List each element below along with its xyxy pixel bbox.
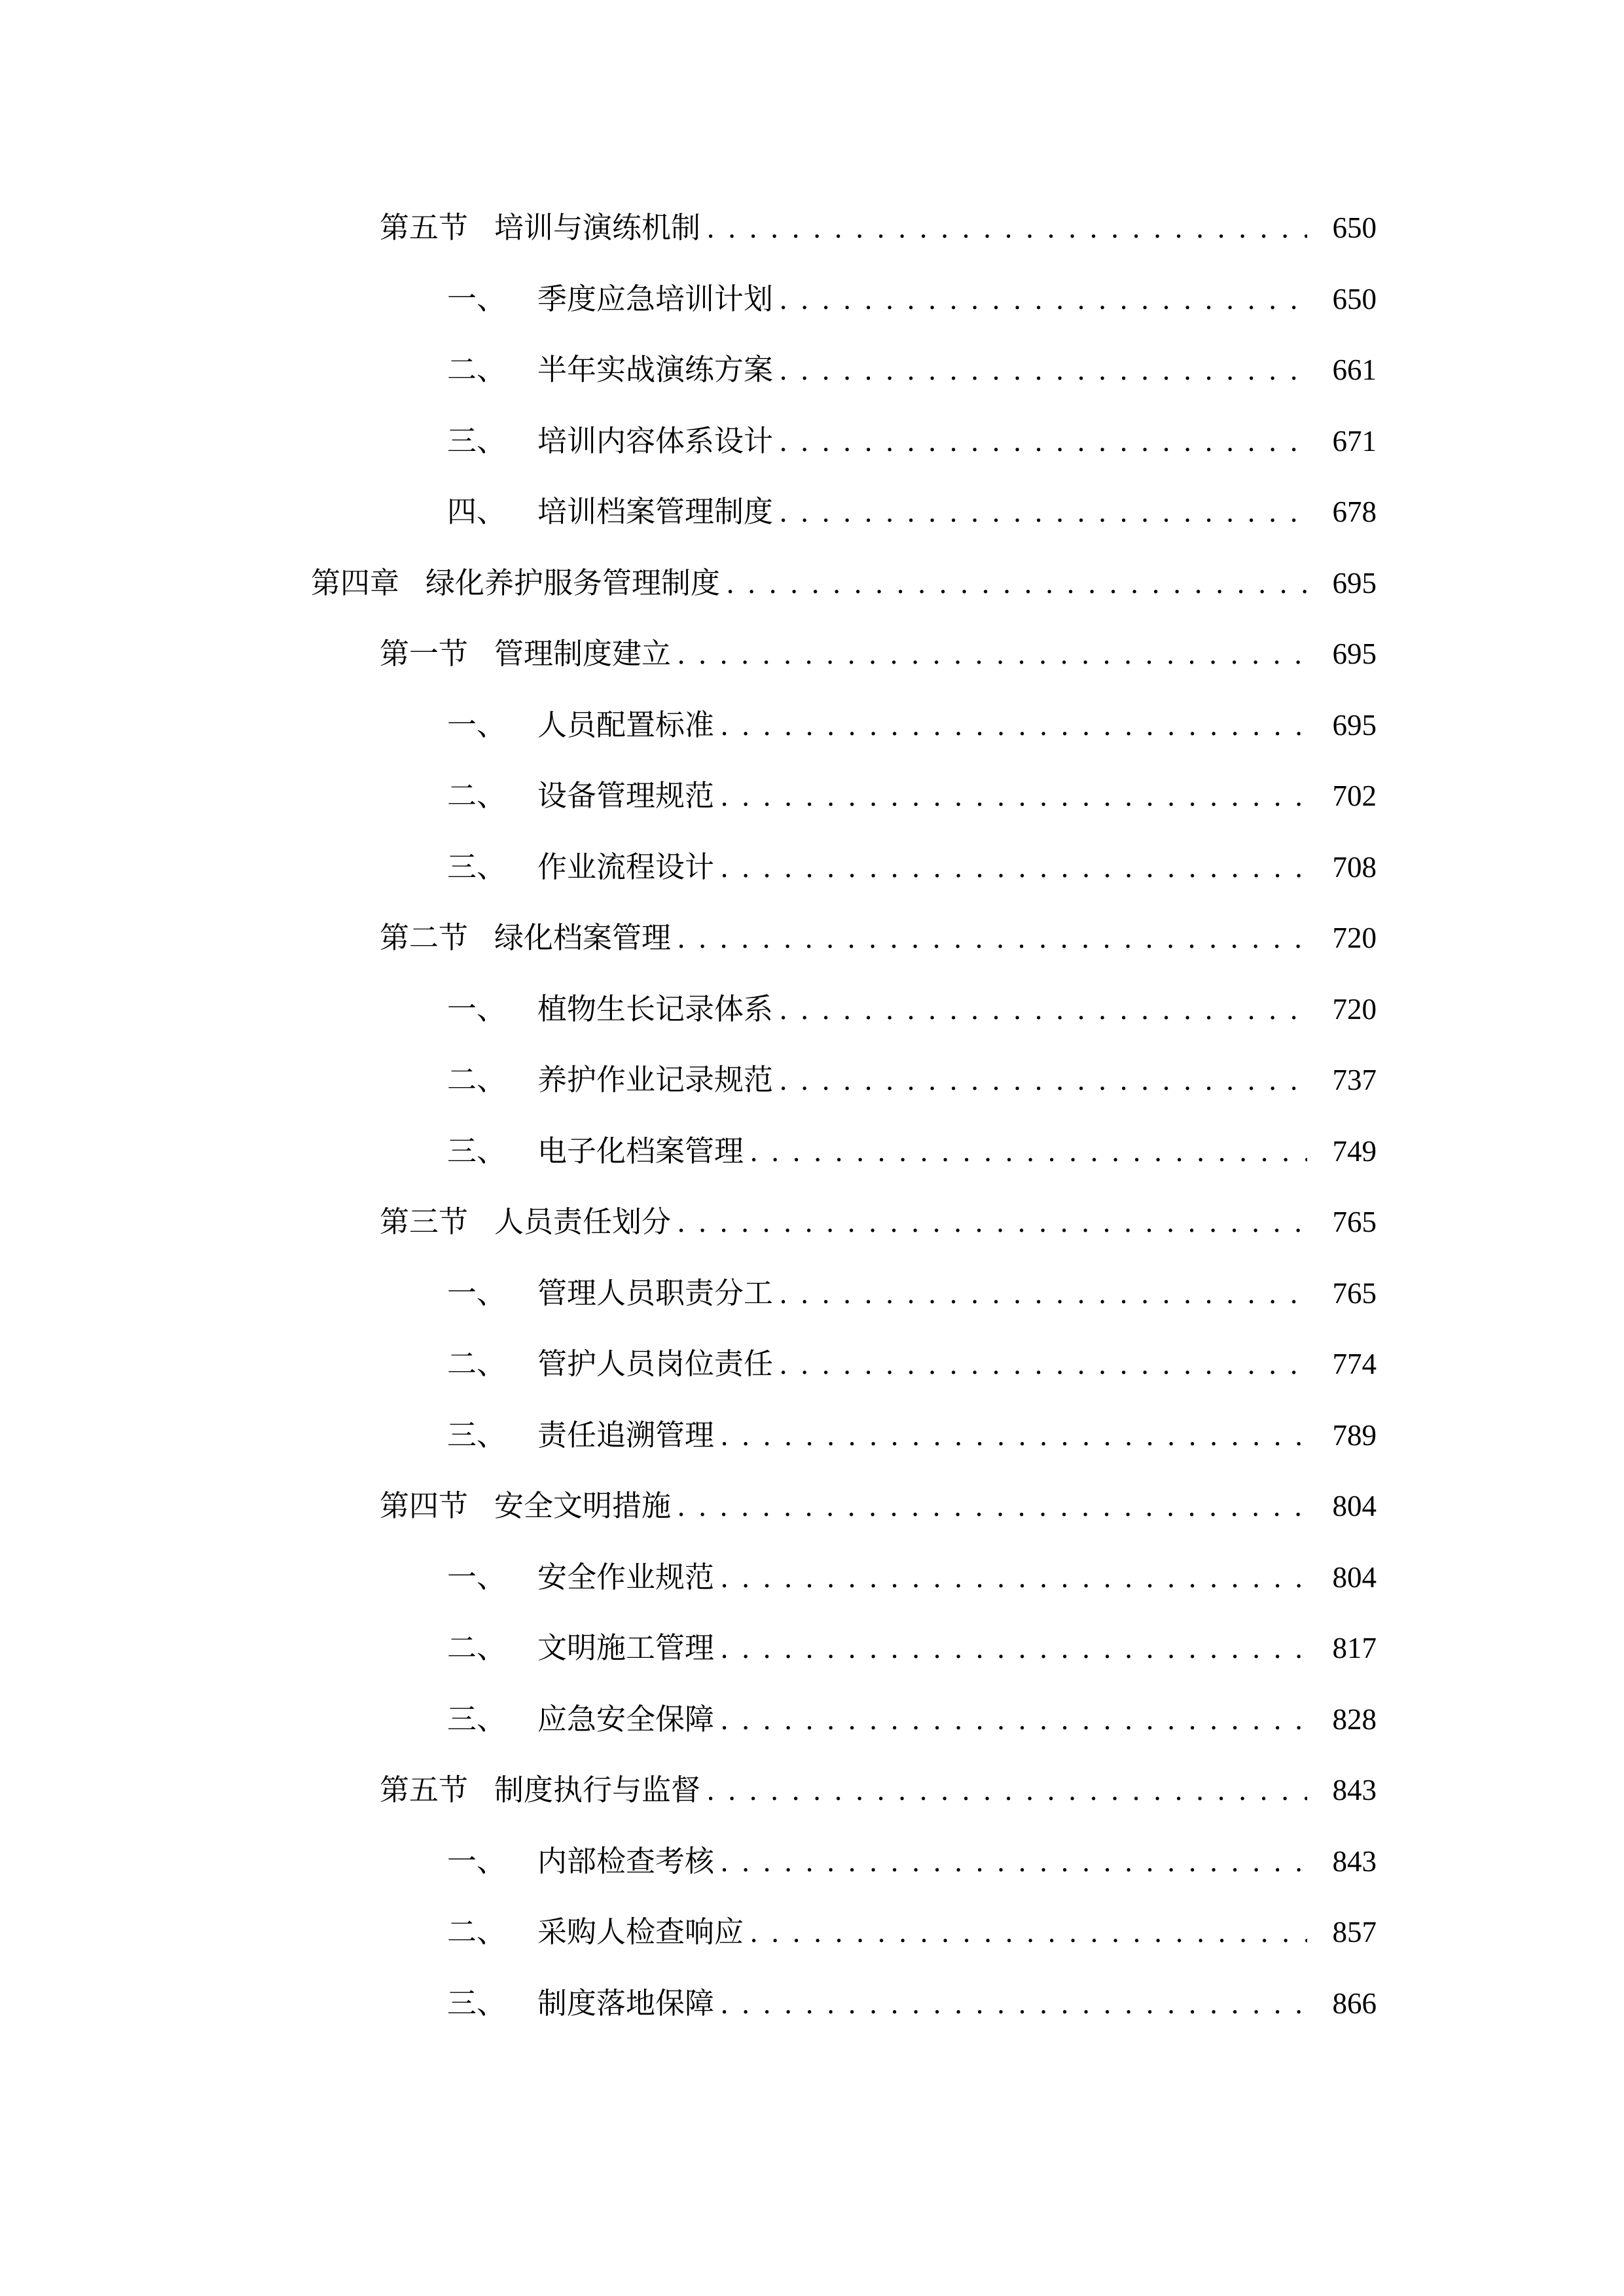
toc-entry [311, 903, 1377, 974]
dot-leader-icon [780, 264, 1307, 335]
toc-entry-page: 789 [1332, 1418, 1377, 1452]
dot-leader-icon [780, 1045, 1307, 1116]
toc-entry-page: 804 [1332, 1490, 1377, 1522]
toc-entry-number: 二、 [447, 1348, 507, 1380]
toc-entry-page: 661 [1332, 353, 1377, 386]
toc-entry-page: 678 [1332, 495, 1377, 528]
toc-entry-page: 774 [1332, 1348, 1377, 1380]
toc-entry-page: 720 [1332, 922, 1377, 954]
toc-entry-page: 720 [1332, 992, 1377, 1026]
toc-entry [311, 1755, 1377, 1826]
toc-entry-page: 828 [1332, 1702, 1377, 1736]
toc-entry-page: 695 [1332, 637, 1377, 670]
toc-entry-number: 三、 [447, 424, 507, 457]
dot-leader-icon [721, 1684, 1307, 1755]
toc-entry-number: 三、 [447, 1134, 507, 1168]
toc-entry-number: 第二节 [380, 922, 469, 954]
dot-leader-icon [677, 619, 1307, 690]
toc-entry-page: 749 [1332, 1134, 1377, 1168]
toc-entry [311, 1897, 1377, 1968]
toc-entry-number: 三、 [447, 850, 507, 884]
toc-entry-title: 养护作业记录规范 [537, 1064, 774, 1096]
toc-entry [311, 1542, 1377, 1613]
toc-entry-page: 866 [1332, 1986, 1377, 2020]
toc-entry-title: 管理制度建立 [494, 637, 672, 670]
toc-entry-number: 二、 [447, 1064, 507, 1096]
toc-entry-title: 半年实战演练方案 [537, 353, 774, 386]
toc-entry-number: 第四节 [380, 1490, 469, 1522]
dot-leader-icon [721, 761, 1307, 832]
toc-entry-title: 绿化档案管理 [494, 922, 672, 954]
toc-entry-number: 四、 [447, 495, 507, 528]
toc-entry [311, 1400, 1377, 1471]
toc-entry-title: 管理人员职责分工 [537, 1276, 774, 1310]
dot-leader-icon [721, 1542, 1307, 1613]
toc-entry-page: 695 [1332, 566, 1377, 600]
toc-entry-number: 一、 [447, 282, 507, 315]
toc-entry-number: 第一节 [380, 637, 469, 670]
dot-leader-icon [677, 1471, 1307, 1542]
toc-entry-page: 843 [1332, 1774, 1377, 1806]
dot-leader-icon [780, 406, 1307, 477]
toc-entry-number: 一、 [447, 992, 507, 1026]
toc-entry-number: 一、 [447, 1276, 507, 1310]
dot-leader-icon [677, 1187, 1307, 1258]
toc-entry-number: 第五节 [380, 211, 469, 244]
toc-entry-title: 人员配置标准 [537, 708, 715, 742]
dot-leader-icon [707, 1755, 1307, 1826]
toc-entry-title: 季度应急培训计划 [537, 282, 774, 315]
toc-entry-title: 管护人员岗位责任 [537, 1348, 774, 1380]
toc-entry-title: 设备管理规范 [537, 780, 715, 812]
toc-entry [311, 264, 1377, 335]
toc-entry-number: 第四章 [311, 566, 400, 600]
toc-entry-page: 843 [1332, 1844, 1377, 1878]
toc-entry [311, 1329, 1377, 1400]
dot-leader-icon [721, 1968, 1307, 2039]
toc-entry [311, 1826, 1377, 1897]
toc-entry [311, 476, 1377, 548]
dot-leader-icon [677, 903, 1307, 974]
toc-entry-title: 人员责任划分 [494, 1206, 672, 1238]
dot-leader-icon [780, 476, 1307, 548]
toc-entry-number: 一、 [447, 708, 507, 742]
dot-leader-icon [721, 690, 1307, 761]
toc-entry-title: 培训内容体系设计 [537, 424, 774, 457]
dot-leader-icon [727, 548, 1307, 619]
toc-entry-title: 培训与演练机制 [494, 211, 701, 244]
dot-leader-icon [780, 334, 1307, 406]
toc-entry-number: 二、 [447, 1916, 507, 1948]
toc-entry-title: 应急安全保障 [537, 1702, 715, 1736]
toc-entry-page: 765 [1332, 1206, 1377, 1238]
dot-leader-icon [780, 1258, 1307, 1329]
dot-leader-icon [750, 1116, 1307, 1187]
toc-entry [311, 690, 1377, 761]
toc-entry-title: 绿化养护服务管理制度 [425, 566, 721, 600]
toc-entry [311, 1187, 1377, 1258]
toc-entry-title: 制度落地保障 [537, 1986, 715, 2020]
toc-entry [311, 334, 1377, 406]
toc-entry-title: 制度执行与监督 [494, 1774, 701, 1806]
toc-entry-title: 安全作业规范 [537, 1560, 715, 1594]
toc-entry-title: 电子化档案管理 [537, 1134, 744, 1168]
toc-entry [311, 548, 1377, 619]
toc-entry-number: 一、 [447, 1844, 507, 1878]
toc-entry-page: 765 [1332, 1276, 1377, 1310]
toc-entry-number: 三、 [447, 1418, 507, 1452]
toc-entry-title: 内部检查考核 [537, 1844, 715, 1878]
toc-entry [311, 192, 1377, 264]
toc-entry-title: 培训档案管理制度 [537, 495, 774, 528]
toc-entry [311, 1045, 1377, 1116]
toc-entry-page: 671 [1332, 424, 1377, 457]
toc-entry-page: 857 [1332, 1916, 1377, 1948]
dot-leader-icon [721, 1400, 1307, 1471]
toc-entry-number: 二、 [447, 780, 507, 812]
dot-leader-icon [750, 1897, 1307, 1968]
toc-entry-number: 一、 [447, 1560, 507, 1594]
toc-entry [311, 1116, 1377, 1187]
toc-entry-page: 702 [1332, 780, 1377, 812]
dot-leader-icon [707, 192, 1307, 264]
dot-leader-icon [721, 1826, 1307, 1897]
toc-entry-title: 文明施工管理 [537, 1632, 715, 1664]
toc-entry-title: 植物生长记录体系 [537, 992, 774, 1026]
toc-entry-number: 第五节 [380, 1774, 469, 1806]
toc-entry [311, 761, 1377, 832]
dot-leader-icon [721, 1613, 1307, 1684]
toc-entry [311, 1684, 1377, 1755]
toc-entry [311, 1258, 1377, 1329]
toc-entry-title: 责任追溯管理 [537, 1418, 715, 1452]
toc-entry [311, 1968, 1377, 2039]
toc-entry [311, 1471, 1377, 1542]
toc-entry-page: 804 [1332, 1560, 1377, 1594]
toc-entry [311, 1613, 1377, 1684]
toc-entry-number: 二、 [447, 1632, 507, 1664]
toc-entry-number: 二、 [447, 353, 507, 386]
toc-entry-title: 采购人检查响应 [537, 1916, 744, 1948]
toc-entry-number: 三、 [447, 1702, 507, 1736]
toc-entry-page: 817 [1332, 1632, 1377, 1664]
toc-entry-page: 650 [1332, 282, 1377, 315]
toc-entry-title: 作业流程设计 [537, 850, 715, 884]
toc-entry [311, 832, 1377, 903]
toc-entry-page: 650 [1332, 211, 1377, 244]
toc-entry [311, 974, 1377, 1045]
toc-entry-page: 737 [1332, 1064, 1377, 1096]
toc-entry-number: 三、 [447, 1986, 507, 2020]
toc-entry-title: 安全文明措施 [494, 1490, 672, 1522]
toc-entry-page: 695 [1332, 708, 1377, 742]
dot-leader-icon [780, 1329, 1307, 1400]
toc-entry [311, 619, 1377, 690]
dot-leader-icon [780, 974, 1307, 1045]
dot-leader-icon [721, 832, 1307, 903]
toc-entry-page: 708 [1332, 850, 1377, 884]
toc-entry [311, 406, 1377, 477]
table-of-contents [311, 192, 1377, 2039]
toc-entry-number: 第三节 [380, 1206, 469, 1238]
